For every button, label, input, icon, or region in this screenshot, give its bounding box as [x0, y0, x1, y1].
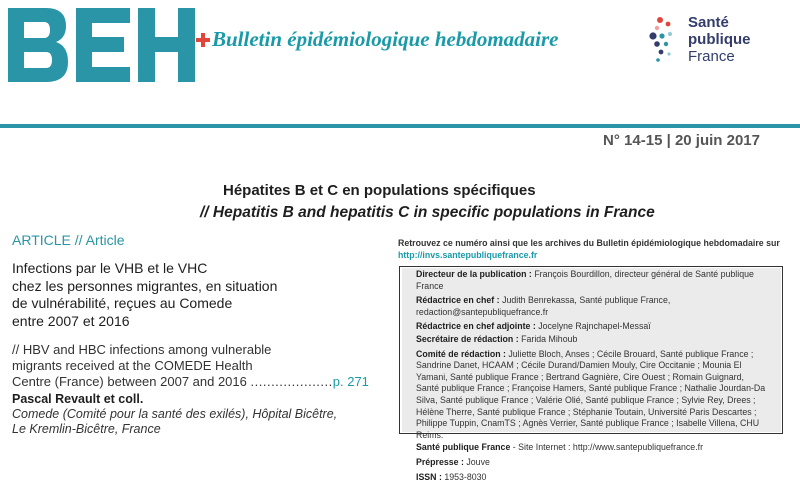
prepresse-label: Prépresse :: [416, 457, 464, 467]
masthead-spf: [416, 442, 767, 454]
archives-link[interactable]: http://invs.santepubliquefrance.fr: [398, 250, 537, 260]
secretaire-value: Farida Mihoub: [521, 334, 577, 344]
masthead-comite: [416, 349, 767, 442]
affiliation-line: Comede (Comité pour la santé des exilés), Hôpital Bicêtre,: [12, 407, 392, 422]
title-fr-line: Infections par le VHB et le VHC: [12, 260, 312, 278]
redac-chef-value: Judith Benrekassa, Santé publique France, redaction@santepubliquefrance.fr: [416, 295, 670, 317]
article-title-fr[interactable]: [12, 260, 312, 330]
article-title-en[interactable]: [12, 342, 392, 390]
title-fr-line: chez les personnes migrantes, en situation: [12, 278, 312, 296]
issn-value: 1953-8030: [444, 472, 486, 482]
directeur-value: François Bourdillon, directeur général de Santé publique France: [416, 269, 754, 291]
redac-adjointe-value: Jocelyne Rajnchapel-Messaï: [538, 321, 650, 331]
masthead-redac-chef: [416, 295, 767, 318]
redac-adjointe-label: Rédactrice en chef adjointe :: [416, 321, 536, 331]
archives-notice: [398, 237, 788, 261]
headline-en: // Hepatitis B and hepatitis C in specific populations in France: [200, 204, 655, 222]
spf-value: - Site Internet : http://www.santepubliquefrance.fr: [513, 442, 703, 452]
sante-publique-france-logo-icon: [648, 14, 682, 66]
header-rule: [0, 124, 800, 128]
logo-line-1: Santé: [688, 14, 751, 31]
masthead-box: [402, 268, 781, 432]
masthead-prepresse: [416, 457, 767, 469]
masthead-redac-adjointe: [416, 321, 767, 333]
prepresse-value: Jouve: [466, 457, 489, 467]
beh-logo: [6, 4, 202, 88]
logo-line-3: France: [688, 48, 751, 65]
sante-publique-france-logo: [688, 14, 751, 65]
title-fr-line: de vulnérabilité, reçues au Comede: [12, 295, 312, 313]
leader-dots: ....................: [251, 374, 333, 389]
masthead-secretaire: [416, 334, 767, 346]
bulletin-title: Bulletin épidémiologique hebdomadaire: [212, 27, 559, 52]
secretaire-label: Secrétaire de rédaction :: [416, 334, 519, 344]
page-link[interactable]: p. 271: [333, 374, 369, 389]
redac-chef-label: Rédactrice en chef :: [416, 295, 500, 305]
directeur-label: Directeur de la publication :: [416, 269, 532, 279]
headline-fr: Hépatites B et C en populations spécifiques: [223, 182, 536, 199]
archives-text: Retrouvez ce numéro ainsi que les archives du Bulletin épidémiologique hebdomadaire sur: [398, 238, 780, 248]
title-en-last: Centre (France) between 2007 and 2016: [12, 374, 247, 389]
cross-icon: [196, 33, 210, 47]
affiliation-line: Le Kremlin-Bicêtre, France: [12, 422, 392, 437]
issue-number: N° 14-15 | 20 juin 2017: [603, 132, 760, 149]
article-author: Pascal Revault et coll.: [12, 392, 143, 406]
title-en-last-line: [12, 374, 392, 390]
issn-label: ISSN :: [416, 472, 442, 482]
spf-label: Santé publique France: [416, 442, 510, 452]
title-en-line: // HBV and HBC infections among vulnerable: [12, 342, 392, 358]
article-label: ARTICLE // Article: [12, 232, 125, 248]
logo-line-2: publique: [688, 31, 751, 48]
masthead-issn: [416, 472, 767, 483]
title-fr-line: entre 2007 et 2016: [12, 313, 312, 331]
article-affiliation: [12, 407, 392, 437]
title-en-line: migrants received at the COMEDE Health: [12, 358, 392, 374]
comite-value: Juliette Bloch, Anses ; Cécile Brouard, Santé publique France ; Sandrine Danet, HCAAM ; Cécile Durand/Damien Mouly, Cire Occitanie ; Mounia El Yamani, Santé publique France ; Bertrand Gagnière, Cire Ouest ; Romain Guignard, Santé publique France ; Françoise Hamers, Santé publique France ; Nathalie Jourdan-Da Silva, Santé publique France ; Valérie Olié, Santé publique France ; Sylvie Rey, Drees ; Hélène Therre, Santé publique France ; Stéphanie Toutain, Université Paris Descartes ; Philippe Tuppin, CnamTS ; Agnès Verrier, Santé publique France ; Isabelle Villena, CHU Reims.: [416, 349, 765, 440]
masthead-directeur: [416, 269, 767, 292]
comite-label: Comité de rédaction :: [416, 349, 506, 359]
